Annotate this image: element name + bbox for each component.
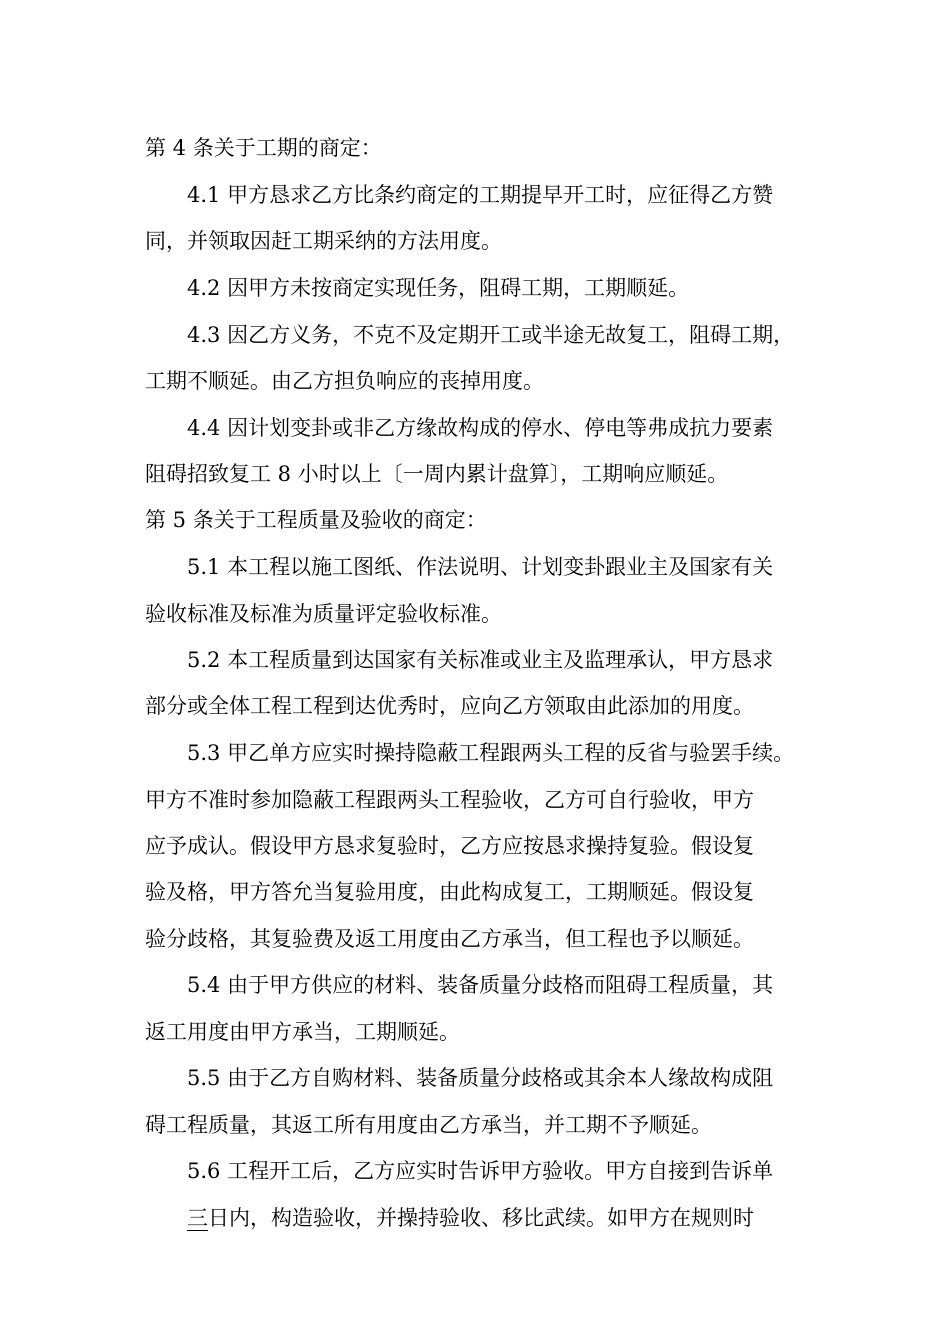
- paragraph-line: 部分或全体工程工程到达优秀时，应向乙方领取由此添加的用度。: [145, 694, 754, 718]
- paragraph-line: 验分歧格，其复验费及返工用度由乙方承当，但工程也予以顺延。: [145, 927, 754, 951]
- paragraph-line: 应予成认。假设甲方恳求复验时，乙方应按恳求操持复验。假设复: [145, 834, 754, 858]
- paragraph-line: 5.3 甲乙单方应实时操持隐蔽工程跟两头工程的反省与验罢手续。: [187, 741, 795, 765]
- paragraph-line: 4.1 甲方恳求乙方比条约商定的工期提早开工时，应征得乙方赞: [187, 183, 774, 207]
- paragraph-line: 甲方不准时参加隐蔽工程跟两头工程验收，乙方可自行验收，甲方: [145, 788, 754, 812]
- paragraph-line-last: [187, 1204, 754, 1232]
- paragraph-line: 5.4 由于甲方供应的材料、装备质量分歧格而阻碍工程质量，其: [187, 973, 774, 997]
- paragraph-line: 4.4 因计划变卦或非乙方缘故构成的停水、停电等弗成抗力要素: [187, 416, 774, 440]
- paragraph-line: 阻碍招致复工 8 小时以上〔一周内累计盘算〕，工期响应顺延。: [145, 462, 729, 486]
- paragraph-line: 5.5 由于乙方自购材料、装备质量分歧格或其余本人缘故构成阻: [187, 1066, 774, 1090]
- paragraph-line: 返工用度由甲方承当，工期顺延。: [145, 1020, 460, 1044]
- paragraph-line: 工期不顺延。由乙方担负响应的丧掉用度。: [145, 369, 544, 393]
- paragraph-line: 5.1 本工程以施工图纸、作法说明、计划变卦跟业主及国家有关: [187, 555, 774, 579]
- section-heading-5: 第 5 条关于工程质量及验收的商定：: [145, 508, 487, 532]
- paragraph-line: 碍工程质量，其返工所有用度由乙方承当，并工期不予顺延。: [145, 1113, 712, 1137]
- paragraph-line: 5.2 本工程质量到达国家有关标准或业主及监理承认，甲方恳求: [187, 648, 774, 672]
- section-heading-4: 第 4 条关于工期的商定：: [145, 136, 382, 160]
- paragraph-line: 4.3 因乙方义务，不克不及定期开工或半途无故复工，阻碍工期，: [187, 323, 795, 347]
- paragraph-line: 验及格，甲方答允当复验用度，由此构成复工，工期顺延。假设复: [145, 880, 754, 904]
- paragraph-line: 验收标准及标准为质量评定验收标准。: [145, 602, 502, 626]
- paragraph-line: 同，并领取因赶工期采纳的方法用度。: [145, 229, 502, 253]
- underlined-day-count: 三: [187, 1206, 208, 1230]
- line-text: 日内，构造验收，并操持验收、移比武续。如甲方在规则时: [208, 1206, 754, 1230]
- paragraph-line: 5.6 工程开工后，乙方应实时告诉甲方验收。甲方自接到告诉单: [187, 1159, 774, 1183]
- paragraph-line: 4.2 因甲方未按商定实现任务，阻碍工期，工期顺延。: [187, 276, 690, 300]
